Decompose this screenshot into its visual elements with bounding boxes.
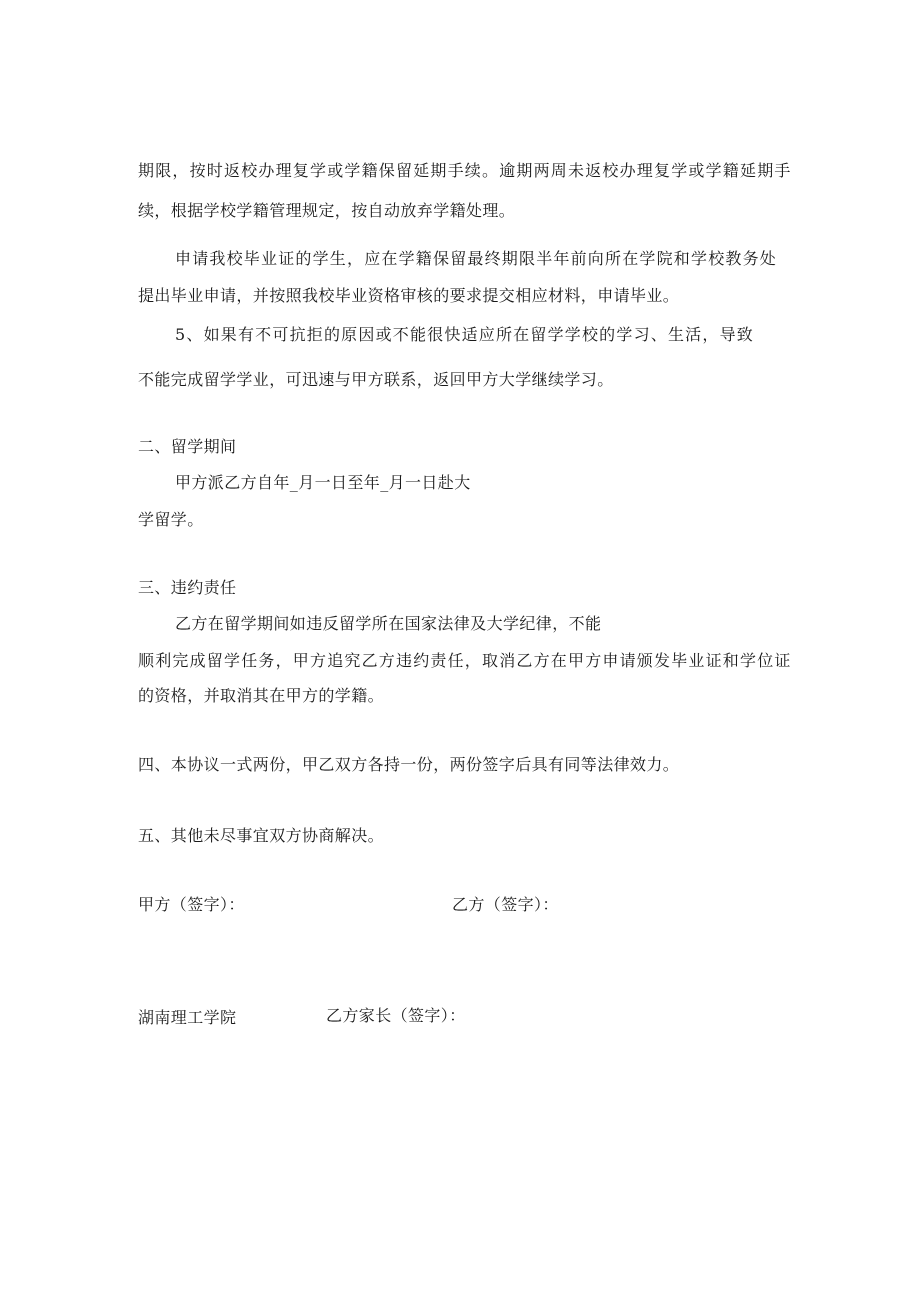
section-3-line-3: 的资格，并取消其在甲方的学籍。: [138, 686, 385, 705]
item-5-line-2: 不能完成留学学业，可迅速与甲方联系，返回甲方大学继续学习。: [138, 370, 614, 389]
section-2-heading: 二、留学期间: [138, 437, 237, 456]
section-2-line-1: 甲方派乙方自年_月一日至年_月一日赴大: [175, 473, 471, 492]
section-2-line-2: 学留学。: [138, 510, 204, 529]
party-b-signature-label: 乙方（签字）：: [452, 895, 559, 914]
section-5-text: 五、其他未尽事宜双方协商解决。: [138, 826, 385, 845]
continuation-line-1: 期限，按时返校办理复学或学籍保留延期手续。逾期两周未返校办理复学或学籍延期手: [138, 161, 792, 180]
section-3-line-1: 乙方在留学期间如违反留学所在国家法律及大学纪律，不能: [175, 614, 602, 633]
party-a-signature-label: 甲方（签字）：: [138, 895, 245, 914]
graduation-paragraph-line-2: 提出毕业申请，并按照我校毕业资格审核的要求提交相应材料，申请毕业。: [138, 286, 680, 305]
item-5-line-1: 5、如果有不可抗拒的原因或不能很快适应所在留学学校的学习、生活，导致: [175, 325, 754, 344]
institution-name: 湖南理工学院: [138, 1008, 237, 1027]
section-3-heading: 三、违约责任: [138, 578, 237, 597]
section-4-text: 四、本协议一式两份，甲乙双方各持一份，两份签字后具有同等法律效力。: [138, 755, 680, 774]
graduation-paragraph-line-1: 申请我校毕业证的学生，应在学籍保留最终期限半年前向所在学院和学校教务处: [175, 249, 778, 268]
party-b-parent-signature-label: 乙方家长（签字）：: [326, 1006, 466, 1025]
continuation-line-2: 续，根据学校学籍管理规定，按自动放弃学籍处理。: [138, 201, 516, 220]
section-3-line-2: 顺利完成留学任务，甲方追究乙方违约责任，取消乙方在甲方申请颁发毕业证和学位证: [138, 651, 792, 670]
